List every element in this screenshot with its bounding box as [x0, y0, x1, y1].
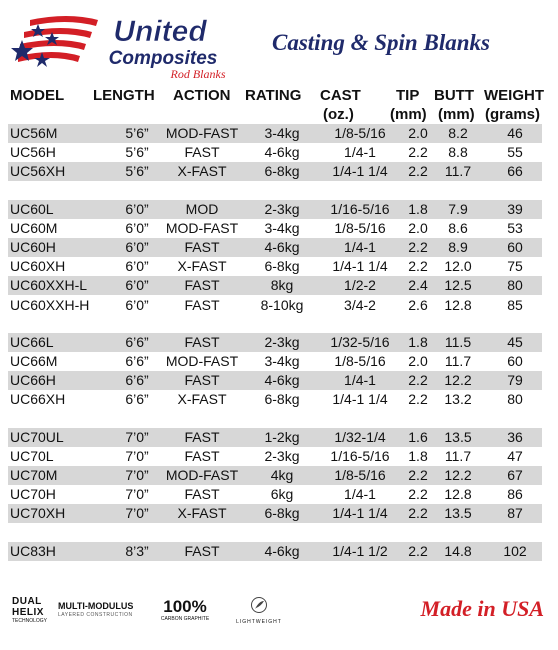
table-row — [8, 371, 542, 390]
cell-length: 6’6” — [125, 333, 149, 350]
cell-cast: 1/16-5/16 — [330, 200, 390, 217]
table-row — [8, 219, 542, 238]
table-row — [8, 296, 542, 315]
header-cast-unit: (oz.) — [323, 106, 354, 123]
header-weight-unit: (grams) — [485, 106, 541, 123]
cell-length: 6’6” — [125, 353, 149, 369]
table-row — [8, 542, 542, 561]
cell-action: FAST — [184, 447, 220, 464]
cell-rating: 4-6kg — [264, 372, 300, 389]
cell-butt: 11.7 — [444, 447, 472, 464]
cell-rating: 6-8kg — [264, 163, 300, 180]
cell-length: 7’0” — [125, 486, 149, 503]
cell-weight: 67 — [507, 467, 523, 483]
cell-tip: 2.2 — [408, 372, 428, 389]
brand-tagline: Rod Blanks — [170, 67, 226, 78]
cell-length: 6’0” — [125, 258, 149, 275]
table-row — [8, 200, 542, 219]
table-row — [8, 485, 542, 504]
table-row — [8, 238, 542, 257]
cell-action: FAST — [184, 296, 220, 313]
cell-action: MOD-FAST — [165, 353, 239, 369]
cell-model: UC70L — [10, 447, 54, 464]
cell-action: FAST — [184, 542, 220, 559]
cell-rating: 8kg — [270, 277, 294, 294]
cell-model: UC56M — [10, 125, 58, 141]
cell-butt: 7.9 — [448, 200, 468, 217]
cell-butt: 11.5 — [444, 333, 472, 350]
cell-model: UC70XH — [10, 505, 66, 522]
cell-action: MOD-FAST — [165, 125, 239, 141]
cell-rating: 6-8kg — [264, 258, 300, 275]
cell-length: 5’6” — [125, 125, 149, 141]
cell-action: FAST — [184, 372, 220, 389]
cell-butt: 11.7 — [444, 353, 472, 369]
cell-length: 6’0” — [125, 239, 149, 255]
header-cast: CAST — [320, 87, 361, 104]
cell-butt: 11.7 — [444, 163, 472, 180]
cell-length: 7’0” — [125, 428, 149, 445]
cell-weight: 60 — [507, 239, 523, 255]
cell-cast: 1/8-5/16 — [334, 125, 386, 141]
cell-weight: 47 — [507, 447, 523, 464]
cell-cast: 1/4-1 — [344, 239, 376, 255]
cell-action: X-FAST — [177, 163, 227, 180]
cell-butt: 12.8 — [444, 296, 472, 313]
header-butt: BUTT — [434, 87, 474, 104]
multi-modulus-sub: LAYERED CONSTRUCTION — [58, 612, 133, 618]
made-in-usa: Made in USA — [420, 596, 544, 621]
cell-length: 7’0” — [125, 505, 149, 522]
carbon-graphite-logo — [152, 598, 218, 623]
lightweight-label: LIGHTWEIGHT — [236, 619, 282, 625]
cell-model: UC70H — [10, 486, 56, 503]
multi-modulus-logo — [58, 601, 140, 619]
carbon-sub: CARBON GRAPHITE — [160, 616, 210, 622]
cell-butt: 12.5 — [444, 277, 472, 294]
header-tip: TIP — [396, 87, 420, 104]
cell-model: UC66M — [10, 353, 58, 369]
cell-model: UC60XXH-H — [10, 296, 90, 313]
cell-tip: 1.8 — [408, 447, 428, 464]
cell-cast: 1/4-1 1/2 — [332, 542, 388, 559]
cell-butt: 13.5 — [444, 505, 472, 522]
united-composites-logo — [8, 6, 258, 78]
cell-model: UC83H — [10, 542, 56, 559]
table-row — [8, 447, 542, 466]
cell-cast: 1/4-1 1/4 — [332, 505, 388, 522]
dual-helix-line2: HELIX — [12, 607, 44, 618]
cell-tip: 2.2 — [408, 391, 428, 408]
cell-rating: 4-6kg — [264, 144, 300, 161]
cell-length: 6’6” — [125, 391, 149, 408]
table-row — [8, 466, 542, 485]
cell-tip: 2.2 — [408, 542, 428, 559]
cell-butt: 13.5 — [444, 428, 472, 445]
cell-cast: 1/4-1 1/4 — [332, 391, 388, 408]
cell-tip: 2.2 — [408, 467, 428, 483]
cell-tip: 2.2 — [408, 258, 428, 275]
cell-model: UC60XXH-L — [10, 277, 88, 294]
cell-cast: 3/4-2 — [344, 296, 376, 313]
cell-weight: 80 — [507, 391, 523, 408]
cell-model: UC60L — [10, 200, 54, 217]
cell-action: FAST — [184, 428, 220, 445]
cell-model: UC66H — [10, 372, 56, 389]
cell-butt: 13.2 — [444, 391, 472, 408]
cell-butt: 14.8 — [444, 542, 472, 559]
cell-rating: 6kg — [270, 486, 294, 503]
table-row — [8, 504, 542, 523]
cell-length: 6’6” — [125, 372, 149, 389]
cell-length: 6’0” — [125, 219, 149, 236]
feather-icon — [248, 596, 270, 614]
cell-weight: 66 — [507, 163, 523, 180]
dual-helix-line3: TECHNOLOGY — [12, 618, 48, 624]
cell-length: 7’0” — [125, 447, 149, 464]
cell-rating: 3-4kg — [264, 125, 300, 141]
cell-butt: 8.2 — [448, 125, 468, 141]
cell-length: 6’0” — [125, 277, 149, 294]
cell-tip: 2.0 — [408, 125, 428, 141]
cell-weight: 60 — [507, 353, 523, 369]
cell-model: UC56H — [10, 144, 56, 161]
cell-weight: 75 — [507, 258, 523, 275]
cell-butt: 8.9 — [448, 239, 468, 255]
cell-rating: 4-6kg — [264, 542, 300, 559]
cell-butt: 12.2 — [444, 372, 472, 389]
cell-model: UC70UL — [10, 428, 64, 445]
cell-tip: 2.2 — [408, 239, 428, 255]
header-butt-unit: (mm) — [438, 106, 475, 123]
cell-tip: 2.2 — [408, 486, 428, 503]
cell-cast: 1/16-5/16 — [330, 447, 390, 464]
cell-cast: 1/4-1 — [344, 372, 376, 389]
cell-model: UC66L — [10, 333, 54, 350]
cell-action: MOD-FAST — [165, 219, 239, 236]
cell-butt: 8.6 — [448, 219, 468, 236]
page-title: Casting & Spin Blanks — [272, 30, 490, 55]
cell-cast: 1/4-1 1/4 — [332, 163, 388, 180]
cell-cast: 1/2-2 — [344, 277, 376, 294]
table-row — [8, 257, 542, 276]
cell-weight: 102 — [503, 542, 527, 559]
cell-tip: 2.0 — [408, 219, 428, 236]
cell-cast: 1/8-5/16 — [334, 219, 386, 236]
cell-action: X-FAST — [177, 505, 227, 522]
cell-tip: 1.6 — [408, 428, 428, 445]
cell-length: 7’0” — [125, 467, 149, 483]
cell-rating: 4kg — [270, 467, 294, 483]
header-rating: RATING — [245, 87, 302, 104]
cell-rating: 3-4kg — [264, 219, 300, 236]
cell-length: 6’0” — [125, 200, 149, 217]
table-row — [8, 333, 542, 352]
cell-length: 6’0” — [125, 296, 149, 313]
header-model: MODEL — [10, 87, 65, 104]
cell-weight: 53 — [507, 219, 523, 236]
cell-weight: 36 — [507, 428, 523, 445]
cell-butt: 12.8 — [444, 486, 472, 503]
table-row — [8, 143, 542, 162]
table-row — [8, 352, 542, 371]
cell-action: X-FAST — [177, 391, 227, 408]
table-row — [8, 428, 542, 447]
cell-butt: 12.0 — [444, 258, 472, 275]
header-length: LENGTH — [93, 87, 155, 104]
brand-name-line1: United — [113, 15, 207, 48]
cell-cast: 1/32-1/4 — [334, 428, 386, 445]
cell-cast: 1/8-5/16 — [334, 353, 386, 369]
cell-tip: 2.2 — [408, 505, 428, 522]
cell-weight: 39 — [507, 200, 523, 217]
cell-tip: 2.0 — [408, 353, 428, 369]
cell-cast: 1/32-5/16 — [330, 333, 390, 350]
cell-tip: 1.8 — [408, 333, 428, 350]
cell-model: UC60H — [10, 239, 56, 255]
cell-weight: 79 — [507, 372, 523, 389]
cell-model: UC56XH — [10, 163, 66, 180]
table-row — [8, 390, 542, 409]
cell-action: FAST — [184, 333, 220, 350]
header-weight: WEIGHT — [484, 87, 544, 104]
cell-rating: 1-2kg — [264, 428, 300, 445]
cell-action: FAST — [184, 144, 220, 161]
lightweight-logo — [234, 596, 284, 626]
cell-cast: 1/4-1 — [344, 486, 376, 503]
cell-weight: 46 — [507, 125, 523, 141]
header-action: ACTION — [173, 87, 231, 104]
cell-rating: 3-4kg — [264, 353, 300, 369]
cell-rating: 2-3kg — [264, 333, 300, 350]
cell-cast: 1/8-5/16 — [334, 467, 386, 483]
table-row — [8, 162, 542, 181]
cell-weight: 55 — [507, 144, 523, 161]
cell-tip: 2.6 — [408, 296, 428, 313]
cell-tip: 2.4 — [408, 277, 428, 294]
cell-model: UC70M — [10, 467, 58, 483]
cell-model: UC60M — [10, 219, 58, 236]
cell-action: FAST — [184, 239, 220, 255]
cell-rating: 2-3kg — [264, 200, 300, 217]
cell-action: MOD — [185, 200, 219, 217]
cell-rating: 8-10kg — [260, 296, 304, 313]
cell-action: FAST — [184, 277, 220, 294]
cell-butt: 8.8 — [448, 144, 468, 161]
cell-weight: 80 — [507, 277, 523, 294]
cell-butt: 12.2 — [444, 467, 472, 483]
brand-name-line2: Composites — [108, 48, 218, 69]
dual-helix-line1: DUAL — [12, 596, 42, 607]
cell-tip: 2.2 — [408, 163, 428, 180]
cell-model: UC66XH — [10, 391, 66, 408]
cell-weight: 85 — [507, 296, 523, 313]
cell-model: UC60XH — [10, 258, 66, 275]
cell-length: 8’3” — [125, 542, 149, 559]
carbon-pct: 100% — [163, 597, 207, 616]
cell-weight: 86 — [507, 486, 523, 503]
cell-action: FAST — [184, 486, 220, 503]
cell-tip: 1.8 — [408, 200, 428, 217]
cell-rating: 4-6kg — [264, 239, 300, 255]
multi-modulus-label: MULTI-MODULUS — [58, 601, 134, 611]
cell-rating: 2-3kg — [264, 447, 300, 464]
cell-weight: 87 — [507, 505, 523, 522]
cell-action: MOD-FAST — [165, 467, 239, 483]
dual-helix-logo — [12, 596, 52, 625]
cell-length: 5’6” — [125, 144, 149, 161]
cell-action: X-FAST — [177, 258, 227, 275]
cell-cast: 1/4-1 — [344, 144, 376, 161]
cell-tip: 2.2 — [408, 144, 428, 161]
header-tip-unit: (mm) — [390, 106, 427, 123]
flag-stripes-icon — [18, 16, 98, 62]
cell-cast: 1/4-1 1/4 — [332, 258, 388, 275]
table-row — [8, 124, 542, 143]
cell-rating: 6-8kg — [264, 505, 300, 522]
table-row — [8, 276, 542, 295]
cell-rating: 6-8kg — [264, 391, 300, 408]
cell-length: 5’6” — [125, 163, 149, 180]
cell-weight: 45 — [507, 333, 523, 350]
